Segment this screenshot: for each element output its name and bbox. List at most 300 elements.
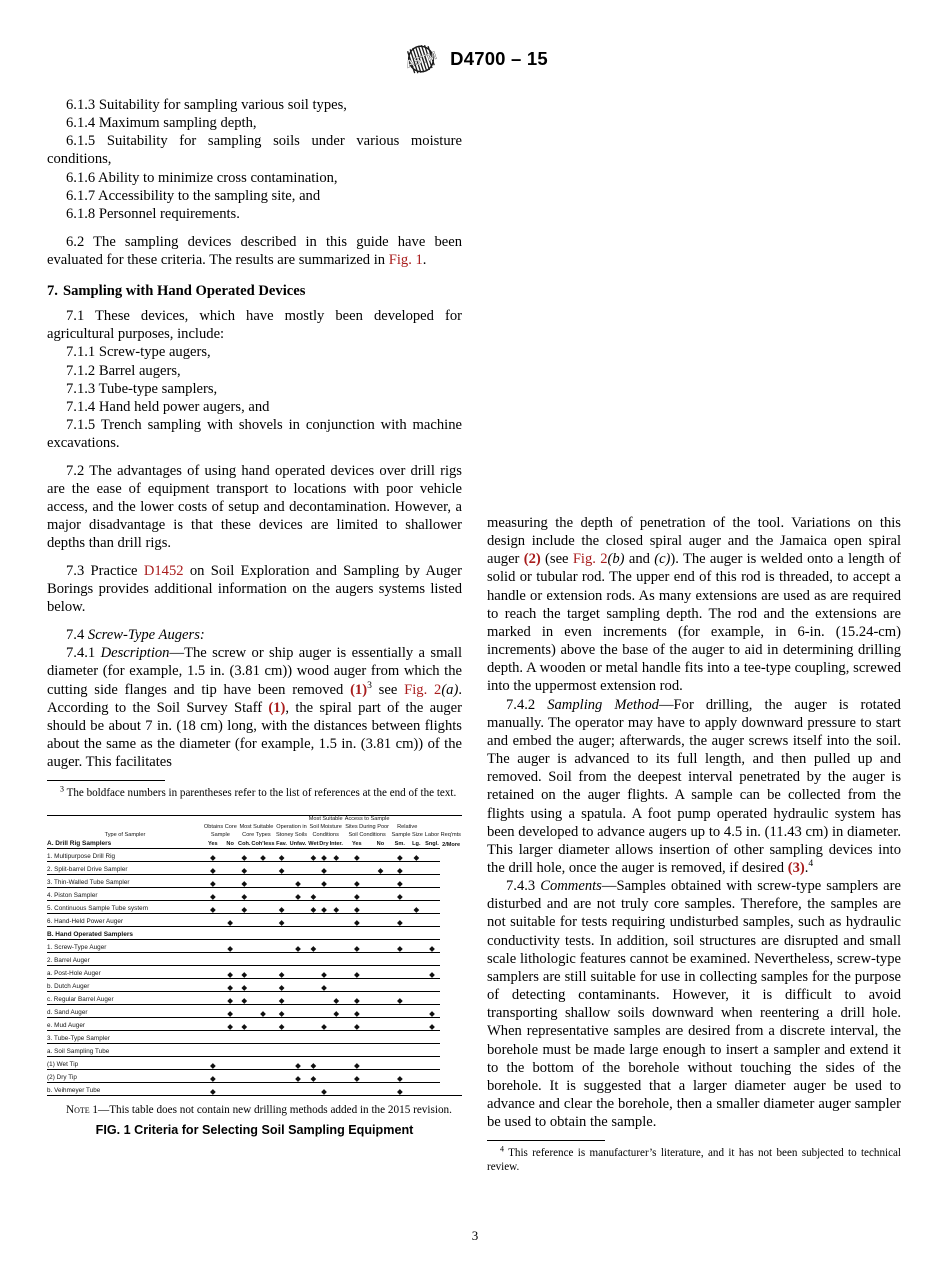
paragraph-7-4-3-title: Comments <box>540 878 602 895</box>
paragraph-6-2-period: . <box>422 251 427 268</box>
table-row <box>47 875 462 888</box>
criteria-cell <box>319 992 329 1005</box>
table-row <box>47 1083 462 1096</box>
criteria-cell <box>275 1070 288 1083</box>
criteria-cell: ◆ <box>344 914 371 927</box>
criteria-cell <box>223 1083 238 1096</box>
criteria-cell <box>238 1070 251 1083</box>
sub-cohless: Coh'less <box>251 841 275 848</box>
sub-yes-2: Yes <box>352 841 362 848</box>
criteria-cell <box>424 849 440 862</box>
criteria-cell: ◆ <box>203 862 223 875</box>
criteria-cell <box>238 953 251 966</box>
criteria-cell <box>275 888 288 901</box>
section-7-number: 7. <box>47 282 58 299</box>
criteria-cell: ◆ <box>275 862 288 875</box>
criteria-cell <box>409 914 424 927</box>
criteria-cell <box>424 927 440 940</box>
criteria-cell <box>308 1044 319 1057</box>
para-cont-b: (see <box>540 551 573 568</box>
criteria-cell <box>319 1070 329 1083</box>
criteria-cell <box>344 1044 371 1057</box>
criteria-cell <box>203 1031 223 1044</box>
table-group-row <box>47 927 462 940</box>
table-row <box>47 1057 462 1070</box>
criteria-cell: ◆ <box>275 901 288 914</box>
criteria-cell: ◆ <box>329 992 344 1005</box>
criteria-cell: ◆ <box>238 966 251 979</box>
criteria-cell: ◆ <box>344 849 371 862</box>
criteria-cell <box>424 901 440 914</box>
criteria-cell: ◆ <box>203 1057 223 1070</box>
criteria-cell <box>391 1018 409 1031</box>
criteria-cell <box>238 1044 251 1057</box>
table-row <box>47 849 462 862</box>
criteria-cell <box>223 1044 238 1057</box>
paragraph-7-1: 7.1 These devices, which have mostly been developed for agricultural purposes, include: <box>47 308 462 343</box>
criteria-cell <box>203 966 223 979</box>
footnote-rule-right <box>487 1140 605 1141</box>
criteria-cell <box>203 992 223 1005</box>
criteria-cell <box>238 1083 251 1096</box>
criteria-cell <box>288 966 308 979</box>
criteria-cell <box>308 966 319 979</box>
criteria-cell <box>288 914 308 927</box>
paragraph-7-4-number: 7.4 <box>66 627 88 644</box>
criteria-cell: ◆ <box>308 1070 319 1083</box>
criteria-cell <box>344 1083 371 1096</box>
criteria-cell <box>344 862 371 875</box>
criteria-cell: ◆ <box>344 901 371 914</box>
fig2-part-b: (b) <box>607 551 625 568</box>
criteria-cell <box>329 1031 344 1044</box>
criteria-table-body <box>47 849 462 1096</box>
paragraph-7-4-title: Screw-Type Augers: <box>87 627 205 644</box>
row-label: 2. Barrel Auger <box>47 953 203 966</box>
criteria-cell: ◆ <box>275 849 288 862</box>
paragraph-7-4-3-number: 7.4.3 <box>506 878 541 895</box>
table-row <box>47 888 462 901</box>
criteria-cell <box>424 979 440 992</box>
criteria-cell <box>319 1044 329 1057</box>
footnote-3 <box>47 784 462 801</box>
item-6-1-8: 6.1.8 Personnel requirements. <box>66 205 240 222</box>
criteria-cell <box>275 927 288 940</box>
criteria-cell: ◆ <box>203 1070 223 1083</box>
sub-fav: Fav. <box>276 841 287 848</box>
sub-coh: Coh. <box>238 841 251 848</box>
criteria-cell <box>251 927 275 940</box>
criteria-cell <box>319 1057 329 1070</box>
criteria-cell: ◆ <box>251 849 275 862</box>
criteria-cell <box>409 1031 424 1044</box>
item-7-1-2: 7.1.2 Barrel augers, <box>66 362 181 379</box>
paragraph-7-4-1-continued <box>487 514 901 696</box>
criteria-cell <box>370 1057 391 1070</box>
sub-sm: Sm. <box>394 841 405 848</box>
row-label: 2. Split-barrel Drive Sampler <box>47 862 203 875</box>
criteria-cell: ◆ <box>203 875 223 888</box>
criteria-cell <box>308 1083 319 1096</box>
criteria-cell: ◆ <box>344 1057 371 1070</box>
paragraph-7-4-3-a: —Samples obtained with screw-type samplers are disturbed and are not truly core samples. Therefore, the samples are not suitable for tests requiring undisturbed samples, such as hydraulic conductivity tests. In addition, soil structures are disrupted and small scale lithologic features cannot be examined. Nevertheless, screw-type samplers are still suitable for use in collecting samples for the purpose of detecting contaminants. However, it is difficult to avoid transporting shallow soils downward when reentering a drill hole. When representative samples are desired from a discrete interval, the borehole must be made large enough to insert a sampler and extend it to the bottom of the borehole without touching the sides of the borehole. It is suggested that a larger diameter auger be used to advance and clear the borehole, then a smaller diameter auger sampler be used to obtain the sample. <box>487 878 901 1131</box>
criteria-cell: ◆ <box>203 888 223 901</box>
row-label: e. Mud Auger <box>47 1018 203 1031</box>
item-7-1-3: 7.1.3 Tube-type samplers, <box>66 380 218 397</box>
criteria-cell <box>203 953 223 966</box>
criteria-cell: ◆ <box>391 914 409 927</box>
criteria-cell <box>288 1005 308 1018</box>
page-number: 3 <box>471 1228 479 1243</box>
row-label: d. Sand Auger <box>47 1005 203 1018</box>
row-label: b. Dutch Auger <box>47 979 203 992</box>
row-label: c. Regular Barrel Auger <box>47 992 203 1005</box>
criteria-cell <box>409 966 424 979</box>
row-label: (1) Wet Tip <box>47 1057 203 1070</box>
row-label: a. Post-Hole Auger <box>47 966 203 979</box>
criteria-cell: ◆ <box>319 875 329 888</box>
criteria-cell <box>203 940 223 953</box>
para-cont-d: and <box>624 551 655 568</box>
criteria-cell: ◆ <box>223 966 238 979</box>
criteria-cell <box>238 1057 251 1070</box>
criteria-cell <box>251 914 275 927</box>
criteria-cell <box>251 1057 275 1070</box>
table-row <box>47 966 462 979</box>
row-label: 6. Hand-Held Power Auger <box>47 914 203 927</box>
criteria-cell: ◆ <box>223 1018 238 1031</box>
table-row <box>47 1070 462 1083</box>
criteria-cell <box>319 940 329 953</box>
standard-designation: D4700 – 15 <box>450 48 548 69</box>
criteria-cell: ◆ <box>329 849 344 862</box>
criteria-cell <box>424 1070 440 1083</box>
criteria-cell <box>251 901 275 914</box>
criteria-cell: ◆ <box>344 992 371 1005</box>
astm-logo-icon <box>402 44 440 74</box>
criteria-cell: ◆ <box>223 992 238 1005</box>
paragraph-7-4-1-d: . According to the Soil Survey Staff <box>47 681 462 716</box>
criteria-cell <box>308 875 319 888</box>
criteria-cell <box>288 927 308 940</box>
criteria-cell: ◆ <box>223 979 238 992</box>
criteria-cell: ◆ <box>319 1018 329 1031</box>
criteria-cell <box>238 914 251 927</box>
criteria-cell <box>409 979 424 992</box>
criteria-cell <box>308 979 319 992</box>
criteria-cell <box>203 927 223 940</box>
criteria-cell <box>288 901 308 914</box>
criteria-cell <box>329 888 344 901</box>
criteria-cell: ◆ <box>203 849 223 862</box>
criteria-cell <box>223 849 238 862</box>
criteria-cell <box>409 1070 424 1083</box>
criteria-cell: ◆ <box>409 849 424 862</box>
table-row <box>47 953 462 966</box>
criteria-cell <box>275 940 288 953</box>
footnote-marker-3: 3 <box>367 679 372 691</box>
criteria-cell: ◆ <box>288 1057 308 1070</box>
criteria-cell <box>308 862 319 875</box>
criteria-cell <box>370 966 391 979</box>
row-label: b. Veihmeyer Tube <box>47 1083 203 1096</box>
table-note <box>47 1103 462 1118</box>
criteria-cell <box>409 953 424 966</box>
criteria-cell: ◆ <box>251 1005 275 1018</box>
criteria-cell <box>391 979 409 992</box>
criteria-cell <box>329 927 344 940</box>
footnote-4 <box>487 1144 901 1175</box>
row-label: (2) Dry Tip <box>47 1070 203 1083</box>
criteria-cell <box>251 953 275 966</box>
reference-3[interactable]: (3) <box>787 859 805 876</box>
criteria-cell <box>288 1044 308 1057</box>
criteria-cell <box>409 875 424 888</box>
criteria-cell: ◆ <box>275 966 288 979</box>
criteria-cell <box>223 1057 238 1070</box>
criteria-cell <box>288 1083 308 1096</box>
criteria-cell <box>409 862 424 875</box>
fig2-link[interactable]: Fig. 2 <box>404 681 442 698</box>
criteria-cell: ◆ <box>308 888 319 901</box>
group-header-core-types: Most Suitable Core Types <box>239 824 274 839</box>
group-header-labor: Labor Req'mts <box>424 832 461 839</box>
criteria-cell <box>370 849 391 862</box>
criteria-cell: ◆ <box>319 901 329 914</box>
criteria-cell <box>329 862 344 875</box>
criteria-cell: ◆ <box>424 940 440 953</box>
criteria-cell <box>391 966 409 979</box>
criteria-cell <box>275 1031 288 1044</box>
paragraph-7-4-1 <box>47 644 462 771</box>
criteria-cell: ◆ <box>409 901 424 914</box>
criteria-cell <box>370 1005 391 1018</box>
criteria-cell <box>391 953 409 966</box>
criteria-cell <box>370 888 391 901</box>
criteria-cell <box>424 1057 440 1070</box>
footnote-rule <box>47 780 165 781</box>
d1452-link[interactable]: D1452 <box>143 563 184 580</box>
fig1-link[interactable]: Fig. 1 <box>388 251 423 268</box>
row-label: B. Hand Operated Samplers <box>47 927 203 940</box>
criteria-cell <box>409 1057 424 1070</box>
table-row <box>47 1018 462 1031</box>
criteria-cell <box>223 875 238 888</box>
criteria-cell <box>424 953 440 966</box>
criteria-cell: ◆ <box>203 1083 223 1096</box>
criteria-cell: ◆ <box>308 901 319 914</box>
sub-wet: Wet <box>308 841 319 848</box>
group-header-soil-moisture: Most Suitable Soil Moisture Conditions <box>308 816 343 839</box>
sub-yes-1: Yes <box>207 841 218 848</box>
criteria-cell: ◆ <box>238 979 251 992</box>
item-6-1-6: 6.1.6 Ability to minimize cross contamination, <box>66 169 338 186</box>
criteria-cell: ◆ <box>288 940 308 953</box>
paragraph-6-2-text: 6.2 The sampling devices described in this guide have been evaluated for these criteria. The results are summarized in <box>47 233 462 268</box>
criteria-cell <box>391 1057 409 1070</box>
criteria-cell <box>424 1083 440 1096</box>
criteria-cell: ◆ <box>238 901 251 914</box>
criteria-cell <box>251 940 275 953</box>
criteria-cell <box>308 992 319 1005</box>
row-label: 5. Continuous Sample Tube system <box>47 901 203 914</box>
criteria-cell <box>344 1031 371 1044</box>
reference-2[interactable]: (2) <box>523 551 541 568</box>
criteria-cell: ◆ <box>275 992 288 1005</box>
criteria-cell: ◆ <box>238 1018 251 1031</box>
item-6-1-3: 6.1.3 Suitability for sampling various soil types, <box>66 97 347 113</box>
criteria-cell <box>223 901 238 914</box>
criteria-cell <box>409 1083 424 1096</box>
sub-no-1: No <box>226 841 234 848</box>
criteria-cell <box>329 1044 344 1057</box>
criteria-cell: ◆ <box>275 979 288 992</box>
criteria-cell <box>275 875 288 888</box>
criteria-cell: ◆ <box>344 966 371 979</box>
criteria-cell: ◆ <box>288 1070 308 1083</box>
criteria-cell <box>319 927 329 940</box>
criteria-cell: ◆ <box>288 888 308 901</box>
footnote-3-marker: 3 <box>60 784 64 794</box>
criteria-cell <box>251 1031 275 1044</box>
row-label: a. Soil Sampling Tube <box>47 1044 203 1057</box>
criteria-cell <box>344 979 371 992</box>
criteria-cell: ◆ <box>424 966 440 979</box>
criteria-cell: ◆ <box>275 1018 288 1031</box>
paragraph-7-4-1-b: see <box>371 681 405 698</box>
fig2-part-a: (a) <box>441 681 459 698</box>
criteria-cell <box>203 914 223 927</box>
footnote-4-marker: 4 <box>500 1144 504 1154</box>
sub-2more: 2/More <box>442 841 461 848</box>
criteria-cell <box>409 940 424 953</box>
criteria-cell: ◆ <box>319 1083 329 1096</box>
sub-dry: Dry <box>319 841 329 848</box>
item-6-1-7: 6.1.7 Accessibility to the sampling site, and <box>66 187 321 204</box>
criteria-cell <box>329 914 344 927</box>
table-row <box>47 1005 462 1018</box>
criteria-cell <box>203 979 223 992</box>
group-header-access: Access to Sample Sites During Poor Soil Conditions <box>344 816 390 839</box>
row-label: 3. Tube-Type Sampler <box>47 1031 203 1044</box>
paragraph-7-3-post: on Soil Exploration and Sampling by Auger Borings provides additional information on the augers systems listed below. <box>47 563 462 616</box>
left-column <box>47 96 462 1138</box>
criteria-cell <box>424 1044 440 1057</box>
criteria-cell: ◆ <box>329 1005 344 1018</box>
table-row <box>47 1031 462 1044</box>
criteria-cell <box>370 875 391 888</box>
criteria-cell <box>238 1031 251 1044</box>
criteria-cell <box>329 979 344 992</box>
item-6-1-5: 6.1.5 Suitability for sampling soils under various moisture conditions, <box>47 133 462 168</box>
criteria-cell: ◆ <box>344 875 371 888</box>
criteria-cell <box>391 1005 409 1018</box>
criteria-cell <box>288 992 308 1005</box>
criteria-cell <box>288 862 308 875</box>
reference-1-second[interactable]: (1) <box>268 699 286 716</box>
criteria-cell <box>275 1044 288 1057</box>
criteria-cell: ◆ <box>344 1005 371 1018</box>
paragraph-7-2: 7.2 The advantages of using hand operated devices over drill rigs are the ease of equipment transport to locations with poor vehicle access, and the lower costs of setup and decontamination. However, a major disadvantage is that these devices are limited to shallower depths than drill rigs. <box>47 462 462 552</box>
criteria-cell: ◆ <box>424 1005 440 1018</box>
section-a-title: A. Drill Rig Samplers <box>47 840 112 848</box>
criteria-cell <box>370 1044 391 1057</box>
criteria-cell: ◆ <box>238 875 251 888</box>
criteria-cell <box>319 1005 329 1018</box>
item-6-1-4: 6.1.4 Maximum sampling depth, <box>66 115 257 132</box>
row-label: 4. Piston Sampler <box>47 888 203 901</box>
criteria-cell: ◆ <box>319 862 329 875</box>
footnote-marker-4: 4 <box>808 858 814 870</box>
reference-1-first[interactable]: (1) <box>350 681 368 698</box>
criteria-cell: ◆ <box>391 862 409 875</box>
criteria-cell <box>308 914 319 927</box>
table-row <box>47 992 462 1005</box>
criteria-cell <box>238 1005 251 1018</box>
svg-text:ASTM: ASTM <box>404 49 439 71</box>
paragraph-7-4-2-b: . <box>804 859 809 876</box>
criteria-cell: ◆ <box>391 875 409 888</box>
criteria-cell: ◆ <box>319 979 329 992</box>
criteria-cell: ◆ <box>319 849 329 862</box>
criteria-cell <box>370 914 391 927</box>
criteria-cell <box>329 1070 344 1083</box>
criteria-cell <box>329 1018 344 1031</box>
paragraph-7-4-1-e: , the spiral part of the auger should be about 7 in. (18 cm) long, with the distances between flights about the same as the diameter (for example, 1.5 in. (3.81 cm)) of the auger. This facilitates <box>47 699 463 771</box>
criteria-cell <box>251 1070 275 1083</box>
sub-sngl: Sngl. <box>425 841 439 848</box>
criteria-cell <box>251 1044 275 1057</box>
sub-lg: Lg. <box>412 841 421 848</box>
table-row <box>47 979 462 992</box>
para-cont-f: ). The auger is welded onto a length of solid or tubular rod. The upper end of this rod is threaded, to accept a handle or extension rods. As many extensions are used as are required to reach the target sampling depth. The rod and the extensions are marked in even increments (for example, in 6-in. (15.24-cm) increments) above the base of the auger to aid in determining drilling depth. A wooden or metal handle fits into a tee-type coupling, screwed into the uppermost extension rod. <box>487 551 901 695</box>
criteria-cell: ◆ <box>223 940 238 953</box>
criteria-cell <box>319 914 329 927</box>
table-subheader-row <box>47 840 462 849</box>
table-row <box>47 862 462 875</box>
criteria-table <box>47 815 462 1096</box>
criteria-cell <box>424 1031 440 1044</box>
criteria-cell <box>319 888 329 901</box>
criteria-cell <box>391 901 409 914</box>
criteria-cell <box>329 940 344 953</box>
criteria-cell: ◆ <box>223 914 238 927</box>
section-7-heading <box>47 282 462 300</box>
criteria-cell <box>424 992 440 1005</box>
criteria-cell <box>409 888 424 901</box>
criteria-cell: ◆ <box>391 940 409 953</box>
criteria-cell: ◆ <box>329 901 344 914</box>
paragraph-7-4-3 <box>487 877 901 1131</box>
page-header <box>0 0 950 80</box>
criteria-cell <box>409 927 424 940</box>
criteria-cell: ◆ <box>344 940 371 953</box>
criteria-cell <box>370 1070 391 1083</box>
group-header-sample-size: Relative Sample Size <box>391 824 423 839</box>
fig2-link-right[interactable]: Fig. 2 <box>572 551 608 568</box>
row-label: 3. Thin-Walled Tube Sampler <box>47 875 203 888</box>
criteria-cell <box>251 992 275 1005</box>
criteria-cell <box>203 1044 223 1057</box>
criteria-cell <box>308 1005 319 1018</box>
paragraph-7-4-1-a: —The screw or ship auger is essentially a small diameter (for example, 1.5 in. (3.81 cm)) wood auger from which the cutting side flanges and tip have been removed <box>47 645 463 698</box>
criteria-cell <box>370 992 391 1005</box>
criteria-cell <box>308 953 319 966</box>
figure-2-spacer <box>487 96 901 514</box>
criteria-cell <box>370 927 391 940</box>
criteria-cell <box>288 979 308 992</box>
sub-inter: Inter. <box>329 841 343 848</box>
